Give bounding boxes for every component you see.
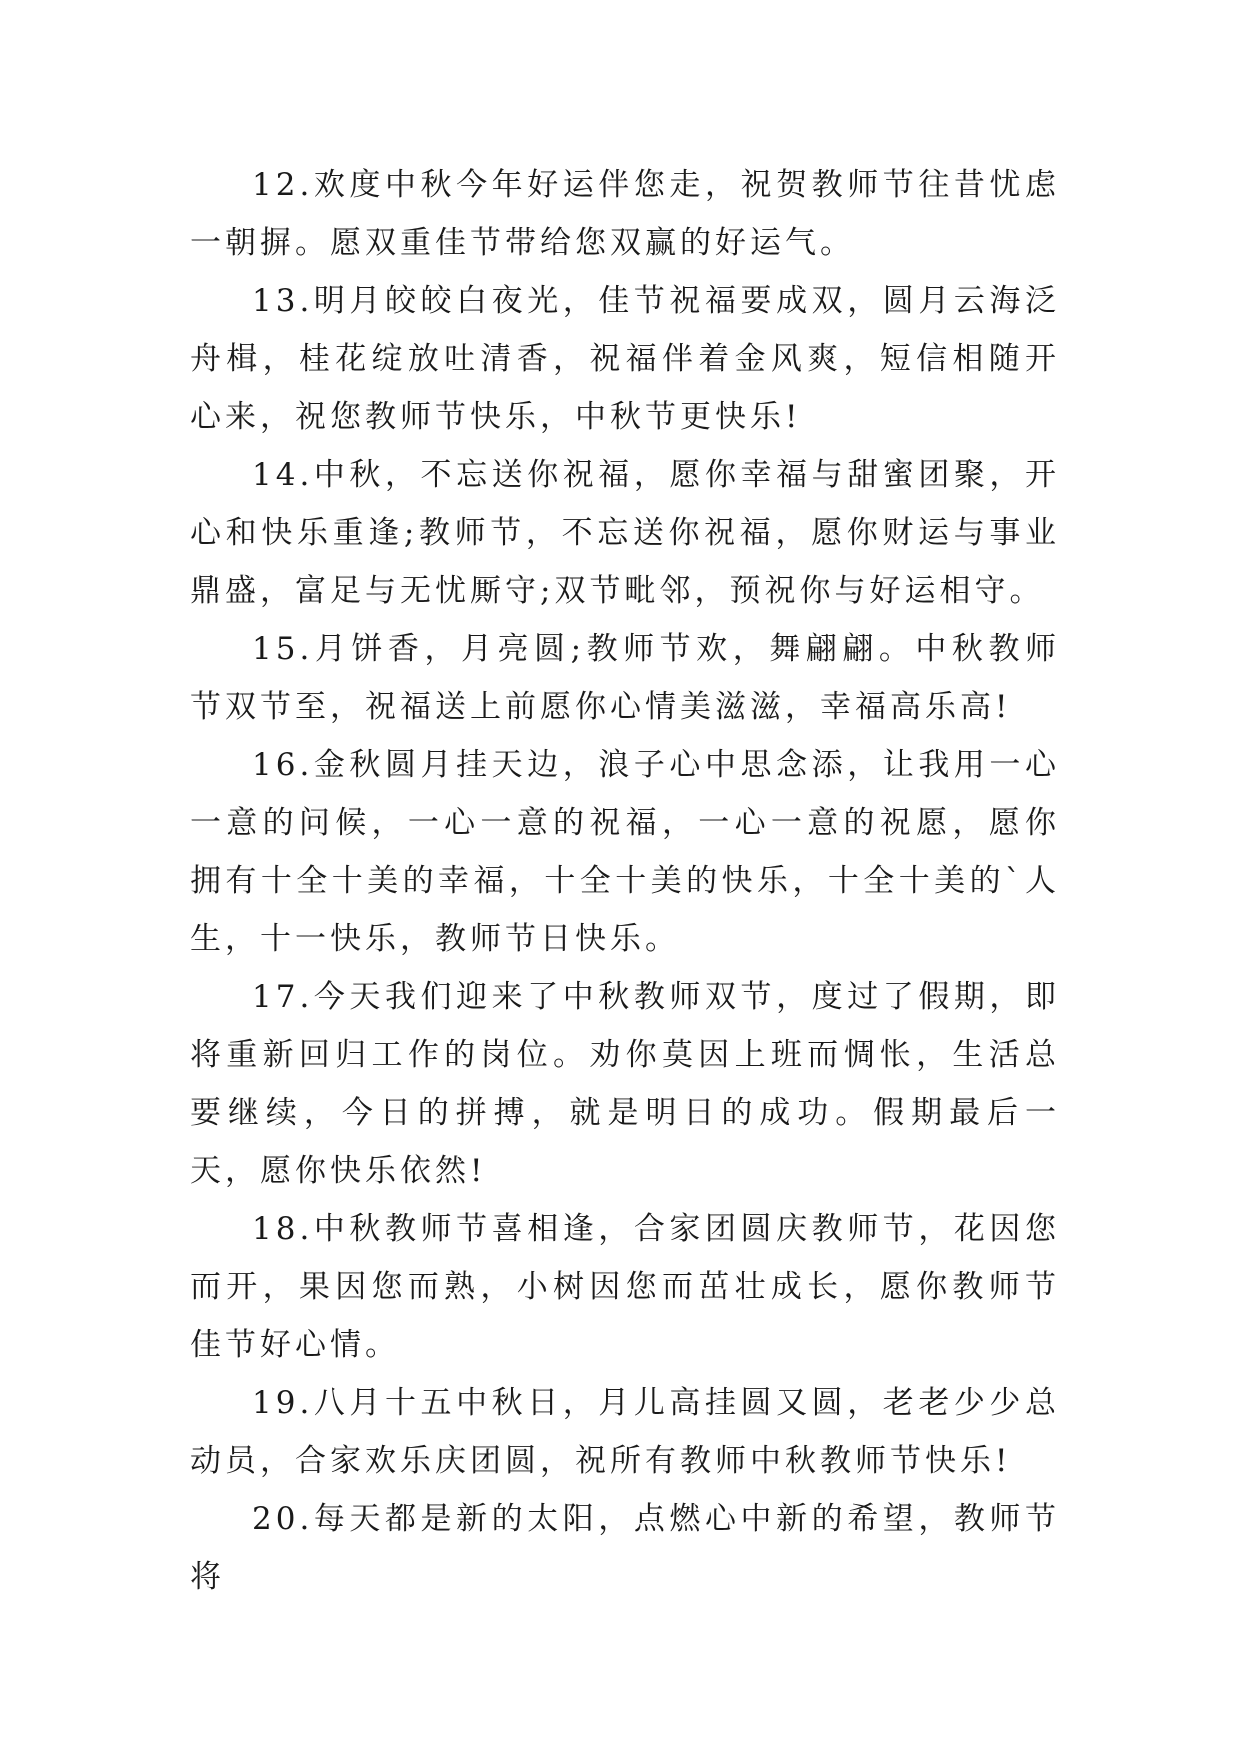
paragraph-20: 20.每天都是新的太阳，点燃心中新的希望，教师节将 bbox=[190, 1501, 1060, 1595]
paragraph-17: 17.今天我们迎来了中秋教师双节，度过了假期，即将重新回归工作的岗位。劝你莫因上班而惆怅，生活总要继续，今日的拼搏，就是明日的成功。假期最后一天，愿你快乐依然! bbox=[190, 979, 1060, 1189]
paragraph-18: 18.中秋教师节喜相逢，合家团圆庆教师节，花因您而开，果因您而熟，小树因您而茁壮成长，愿你教师节佳节好心情。 bbox=[190, 1211, 1060, 1363]
paragraph-16: 16.金秋圆月挂天边，浪子心中思念添，让我用一心一意的问候，一心一意的祝福，一心一意的祝愿，愿你拥有十全十美的幸福，十全十美的快乐，十全十美的`人生，十一快乐，教师节日快乐。 bbox=[190, 747, 1060, 957]
document-body bbox=[190, 156, 1060, 1606]
paragraph-15: 15.月饼香，月亮圆;教师节欢，舞翩翩。中秋教师节双节至，祝福送上前愿你心情美滋滋，幸福高乐高! bbox=[190, 631, 1060, 725]
paragraph-14: 14.中秋，不忘送你祝福，愿你幸福与甜蜜团聚，开心和快乐重逢;教师节，不忘送你祝福，愿你财运与事业鼎盛，富足与无忧厮守;双节毗邻，预祝你与好运相守。 bbox=[190, 457, 1060, 609]
paragraph-12: 12.欢度中秋今年好运伴您走，祝贺教师节往昔忧虑一朝摒。愿双重佳节带给您双赢的好运气。 bbox=[190, 167, 1060, 261]
paragraph-13: 13.明月皎皎白夜光，佳节祝福要成双，圆月云海泛舟楫，桂花绽放吐清香，祝福伴着金风爽，短信相随开心来，祝您教师节快乐，中秋节更快乐! bbox=[190, 283, 1060, 435]
paragraph-19: 19.八月十五中秋日，月儿高挂圆又圆，老老少少总动员，合家欢乐庆团圆，祝所有教师中秋教师节快乐! bbox=[190, 1385, 1060, 1479]
